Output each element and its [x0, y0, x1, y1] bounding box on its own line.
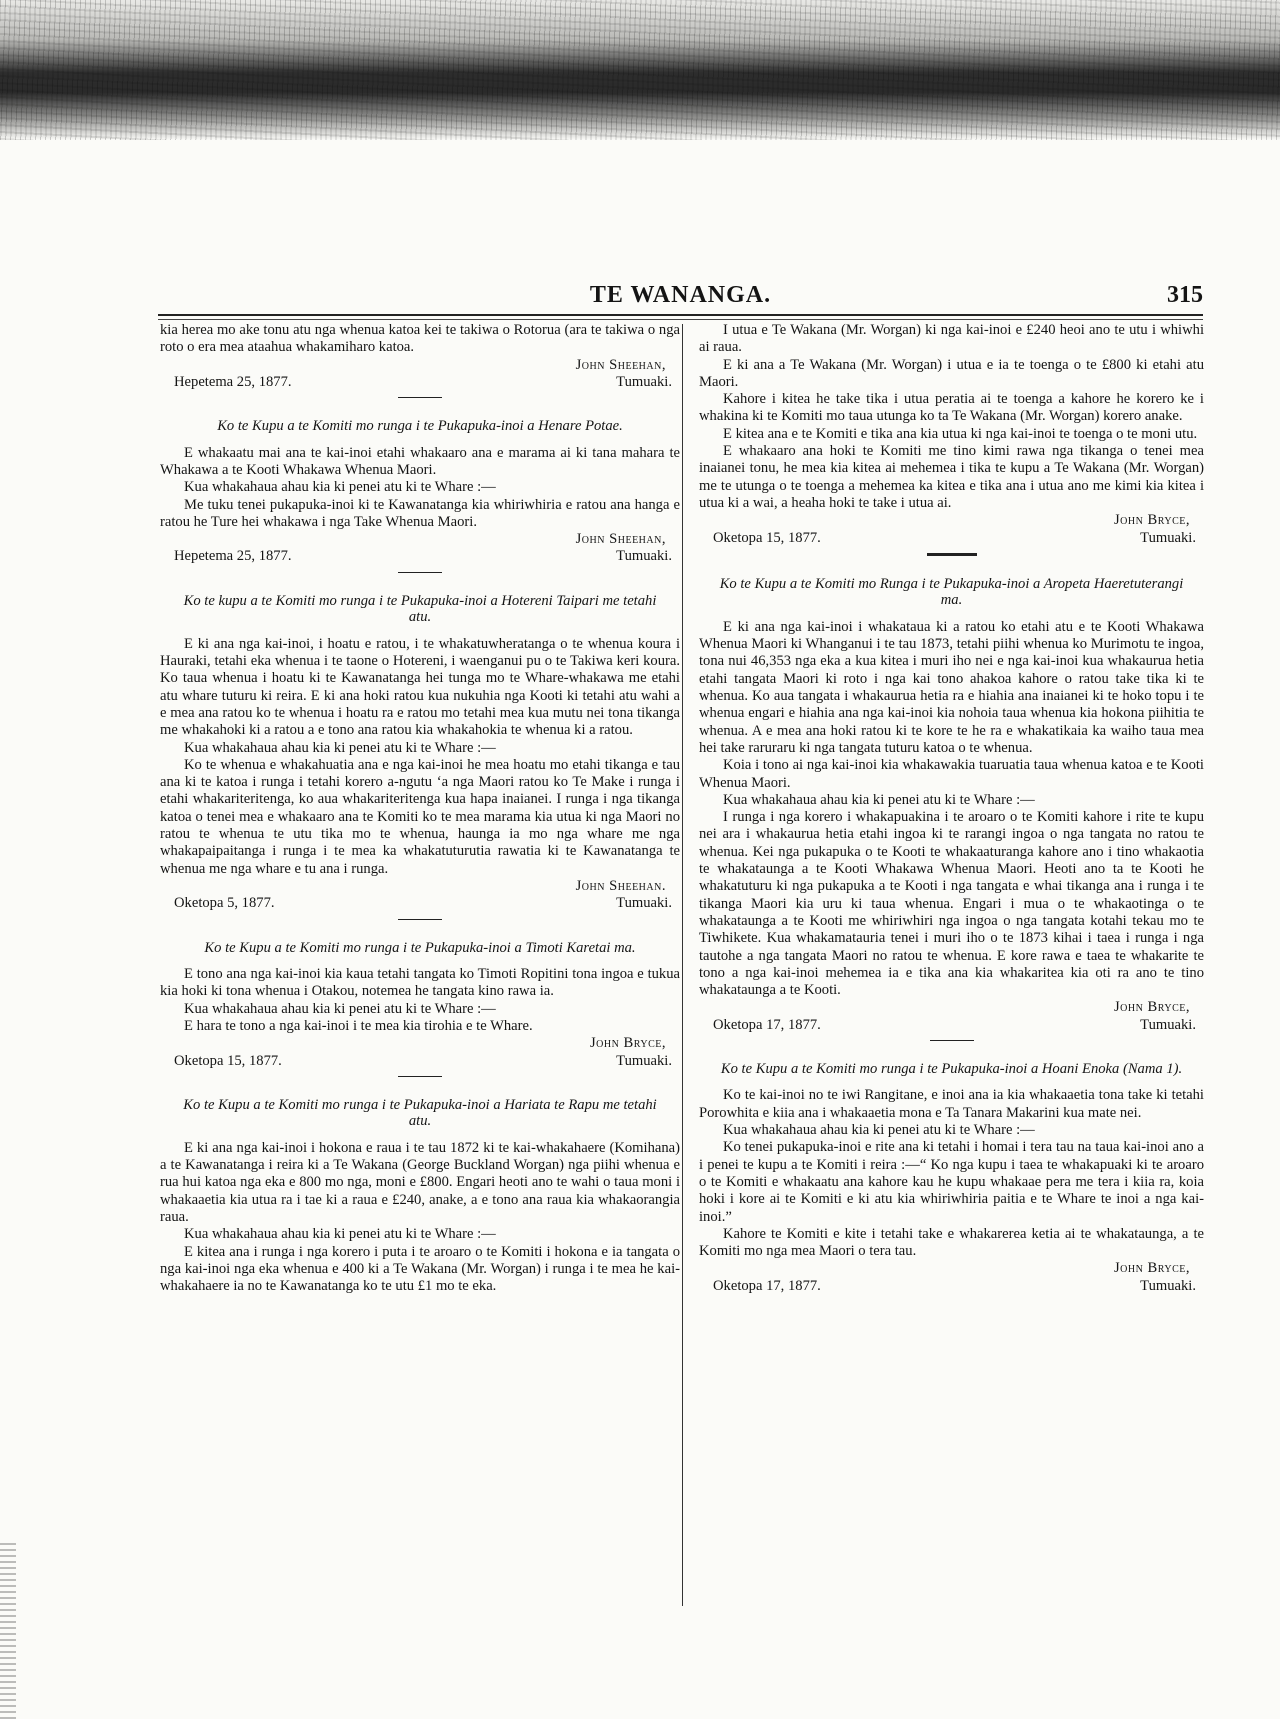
header-rule — [158, 314, 1203, 316]
section-title: Ko te kupu a te Komiti mo runga i te Pukapuka-inoi a Hotereni Taipari me tetahi atu. — [183, 592, 657, 626]
paragraph: E ki ana nga kai-inoi i whakataua ki a ratou ko etahi atu e te Kooti Whakawa Whenua Maori ki Whanganui i te tau 1873, tetahi piihi whenua ko Murimotu te ingoa, tona nui 46,353 nga eka a kua kitea i muri iho nei e nga kai-inoi kua whakaurua hetia etahi tangata Maori ki roto i nga kai tono ahakoa kahore o ratou take tika ki te whenua. Ko aua tangata i whakaurua hetia ra e hiahia ana inaianei ki te hoko topu i te whenua engari e hiahia ana nga kai-inoi kia nohoia taua whenua kia hokona piihitia te whenua. A e mea ana hoki ratou ki te kore te he ra e whakatikaia ka waiho taua mea hei take raruraru ki nga tangata tuturu katoa o te whenua. — [699, 618, 1204, 756]
signature-date: Oketopa 15, 1877. — [713, 529, 821, 546]
signature-date: Hepetema 25, 1877. — [174, 373, 292, 390]
section-divider — [398, 919, 442, 920]
left-column — [160, 322, 680, 1295]
paragraph: I utua e Te Wakana (Mr. Worgan) ki nga kai-inoi e £240 heoi ano te utu i whiwhi ai raua. — [699, 322, 1204, 356]
paragraph: Ko te kai-inoi no te iwi Rangitane, e inoi ana ia kia whakaaetia tona take ki tetahi Porowhita e kiia ana i whakaaetia mona e Ta Tanara Makarini kua mate nei. — [699, 1087, 1204, 1121]
section-title: Ko te Kupu a te Komiti mo runga i te Pukapuka-inoi a Henare Potae. — [217, 418, 623, 435]
paragraph: Kahore te Komiti e kite i tetahi take e whakarerea ketia ai te whakataunga, a te Komiti mo nga mea Maori o tera tau. — [699, 1225, 1204, 1260]
section-title: Ko te Kupu a te Komiti mo runga i te Pukapuka-inoi a Hariata te Rapu me tetahi atu. — [183, 1096, 657, 1130]
paragraph: Kua whakahaua ahau kia ki penei atu ki te Whare :— — [184, 739, 496, 756]
scan-border-left — [0, 1540, 16, 1719]
signature-date: Oketopa 15, 1877. — [174, 1052, 282, 1069]
section-divider — [930, 1040, 974, 1041]
section-henare-potae — [160, 418, 680, 573]
signature-role: Tumuaki. — [1140, 1016, 1196, 1033]
section-title: Ko te Kupu a te Komiti mo runga i te Pukapuka-inoi a Hoani Enoka (Nama 1). — [720, 1060, 1183, 1077]
header-rule-thin — [158, 319, 1203, 320]
paragraph: E ki ana nga kai-inoi i hokona e raua i te tau 1872 ki te kai-whakahaere (Komihana) a te Kawanatanga i reira ki a Te Wakana (George Buckland Worgan) nga piihi whenua e rua hui katoa nga eka e 800 mo nga, moni e £800. Engari heoti ano te wahi o taua moni i whakaaetia kia utua ra i tae ki a raua e £240, anake, a e tono ana raua kia whakaorangia raua. — [160, 1139, 680, 1225]
signature-role: Tumuaki. — [616, 1052, 672, 1069]
signature-role: Tumuaki. — [616, 548, 672, 565]
paragraph: E tono ana nga kai-inoi kia kaua tetahi tangata ko Timoti Ropitini tona ingoa e tukua kia hoki ki tona whenua i Otakou, notemea he tangata kino rawa ia. — [160, 966, 680, 1000]
signature-role: Tumuaki. — [616, 373, 672, 390]
paragraph: Kua whakahaua ahau kia ki penei atu ki te Whare :— — [184, 479, 496, 496]
right-column — [699, 322, 1204, 1295]
signature-name: John Sheehan. — [575, 877, 666, 894]
section-divider — [927, 553, 977, 556]
signature-role: Tumuaki. — [1140, 1277, 1196, 1294]
signature-name: John Bryce, — [590, 1035, 666, 1052]
paragraph: E ki ana nga kai-inoi, i hoatu e ratou, i te whakatuwheratanga o te whenua koura i Hauraki, tetahi eka whenua i te taone o Hotereni, i waenganui pu o te Takiwa keri koura. Ko taua whenua i hoatu ki te Kawanatanga hei tunga mo te Whare-whakawa me etahi atu whare tuturu ki reira. E ki ana hoki ratou kua nukuhia nga Kooti ki tetahi atu wahi a e mea ana ratou ko te whenua i hoatu ra e ratou mo tetahi mea kua mutu nei tona tikanga me whakahoki ki a ratou a e tono ana ratou kia whakahokia te whenua ki a ratou. — [160, 635, 680, 739]
paragraph: Ko te whenua e whakahuatia ana e nga kai-inoi he mea hoatu mo etahi tikanga e tau ana ki te katoa i runga i tetahi korero a-ngutu ‘a nga Maori ratou ko Te Make i runga i etahi whakariteritenga, ko aua whakariteritenga kua hapa inaianei. I runga i nga tikanga katoa o tenei mea e whakaaro ana te Komiti ko te mea marama kia utua ki nga Maori no ratou te whenua te utu tika mo te whenua, haunga ia mo nga whare me nga whakapaipaitanga i runga i te mea ka whakatuturutia rawatia ki te Kawanatanga te whenua me nga whare e tu ana i runga. — [160, 756, 680, 877]
section-title: Ko te Kupu a te Komiti mo Runga i te Pukapuka-inoi a Aropeta Haeretuterangi ma. — [719, 575, 1184, 609]
section-aropeta-haeretuterangi — [699, 576, 1204, 1041]
paragraph: E ki ana a Te Wakana (Mr. Worgan) i utua e ia te toenga o te £800 ki etahi atu Maori. — [699, 356, 1204, 390]
running-title: TE WANANGA. — [589, 282, 772, 308]
section-hariata-continuation — [699, 322, 1204, 556]
signature-date: Oketopa 5, 1877. — [174, 895, 275, 912]
section-rotorua-continuation — [160, 322, 680, 398]
paragraph: kia herea mo ake tonu atu nga whenua katoa kei te takiwa o Rotorua (ara te takiwa o nga roto o era mea ataahua whakamiharo katoa. — [160, 322, 680, 356]
paragraph: E whakaatu mai ana te kai-inoi etahi whakaaro ana e marama ai ki tana mahara te Whakawa a te Kooti Whakawa Whenua Maori. — [160, 444, 680, 478]
signature-name: John Sheehan, — [575, 531, 666, 548]
paragraph: E kitea ana i runga i nga korero i puta i te aroaro o te Komiti i hokona e ia tangata o nga kai-inoi nga eka whenua e 400 ki a Te Wakana (Mr. Worgan) i runga i te mea he kai-whakahaere ia no te Kawanatanga ko te utu £1 mo te eka. — [160, 1243, 680, 1295]
section-timoti-karetai — [160, 940, 680, 1077]
paragraph: Kahore i kitea he take tika i utua peratia ai te toenga a kahore he korero ke i whakina ki te Komiti mo taua utunga ko ta Te Wakana (Mr. Worgan) korero anake. — [699, 391, 1204, 425]
signature-name: John Sheehan, — [575, 356, 666, 373]
paragraph: Ko tenei pukapuka-inoi e rite ana ki tetahi i homai i tera tau na taua kai-inoi ano a i penei te kupu a te Komiti i reira :—“ Ko nga kupu i taea te whakapuaki ki te aroaro o te Komiti e whakaatu ana kahore kau he kupu whakaae pera me tera i kiia ra, koia hoki i kore ai te Komiti e ki atu kia whiriwhiria paitia e te Whare te inoi a nga kai-inoi.” — [699, 1139, 1204, 1225]
signature-date: Oketopa 17, 1877. — [713, 1277, 821, 1294]
paragraph: Koia i tono ai nga kai-inoi kia whakawakia tuaruatia taua whenua katoa e te Kooti Whenua Maori. — [699, 757, 1204, 791]
signature-name: John Bryce, — [1114, 999, 1190, 1016]
signature-date: Hepetema 25, 1877. — [174, 548, 292, 565]
signature-role: Tumuaki. — [616, 895, 672, 912]
section-divider — [398, 1076, 442, 1077]
signature-date: Oketopa 17, 1877. — [713, 1016, 821, 1033]
section-divider — [398, 572, 442, 573]
paragraph: Kua whakahaua ahau kia ki penei atu ki te Whare :— — [723, 791, 1035, 808]
paragraph: Me tuku tenei pukapuka-inoi ki te Kawanatanga kia whiriwhiria e ratou ana hanga e ratou he Ture hei whakawa i nga Take Whenua Maori. — [160, 496, 680, 530]
paragraph: E hara te tono a nga kai-inoi i te mea kia tirohia e te Whare. — [184, 1017, 533, 1034]
paragraph: Kua whakahaua ahau kia ki penei atu ki te Whare :— — [184, 1226, 496, 1243]
section-hariata-te-rapu — [160, 1097, 680, 1296]
section-divider — [398, 397, 442, 398]
paragraph: Kua whakahaua ahau kia ki penei atu ki te Whare :— — [723, 1122, 1035, 1139]
section-title: Ko te Kupu a te Komiti mo runga i te Pukapuka-inoi a Timoti Karetai ma. — [204, 939, 636, 956]
signature-name: John Bryce, — [1114, 1260, 1190, 1277]
section-hoani-enoka — [699, 1061, 1204, 1295]
page-number: 315 — [1167, 282, 1203, 308]
paragraph: E whakaaro ana hoki te Komiti me tino kimi rawa nga tikanga o tenei mea inaianei tonu, he mea kia kitea ai mehemea i tika te kupu a Te Wakana (Mr. Worgan) me te utunga o te toenga a mehemea ka kitea e tika ana i utua ano me kimi kia kitea i utua ki a wai, a heaha hoki te take i utua ai. — [699, 443, 1204, 511]
signature-name: John Bryce, — [1114, 512, 1190, 529]
paragraph: I runga i nga korero i whakapuakina i te aroaro o te Komiti kahore i rite te kupu nei ara i whakaurua hetia etahi ingoa ki te rarangi ingoa o nga tangata no ratou te whenua. Kei nga pukapuka o te Kooti te whakaaturanga kahore ano i tino whakaotia te whakataunga a te Kooti Whakawa Whenua Maori. Heoti ano ta te Kooti he whakatuturu ki nga pukapuka a te Kooti i nga tangata e whai tikanga ana i runga i te tikanga Maori kia uru ki taua whenua. Engari i mua o te whakaotinga o te whakataunga a te Kooti me whiriwhiri nga ingoa o nga tangata kotahi tekau mo te Tiwhikete. Kua whakamatauria tenei i muri iho o te 1873 kihai i taea i runga i nga tautohe a nga tangata Maori no ratou te whenua. E kore rawa e taea te whakarite te tono a nga kai-inoi mehemea ia e tika ana kia whakaritea kia oti ra ano te tino whakataunga a te Kooti. — [699, 809, 1204, 999]
column-divider — [682, 324, 683, 1606]
page-header — [158, 282, 1203, 312]
paragraph: Kua whakahaua ahau kia ki penei atu ki te Whare :— — [184, 1000, 496, 1017]
scan-border-top — [0, 0, 1280, 140]
signature-role: Tumuaki. — [1140, 529, 1196, 546]
section-hotereni-taipari — [160, 593, 680, 920]
paragraph: E kitea ana e te Komiti e tika ana kia utua ki nga kai-inoi te toenga o te moni utu. — [723, 425, 1198, 442]
